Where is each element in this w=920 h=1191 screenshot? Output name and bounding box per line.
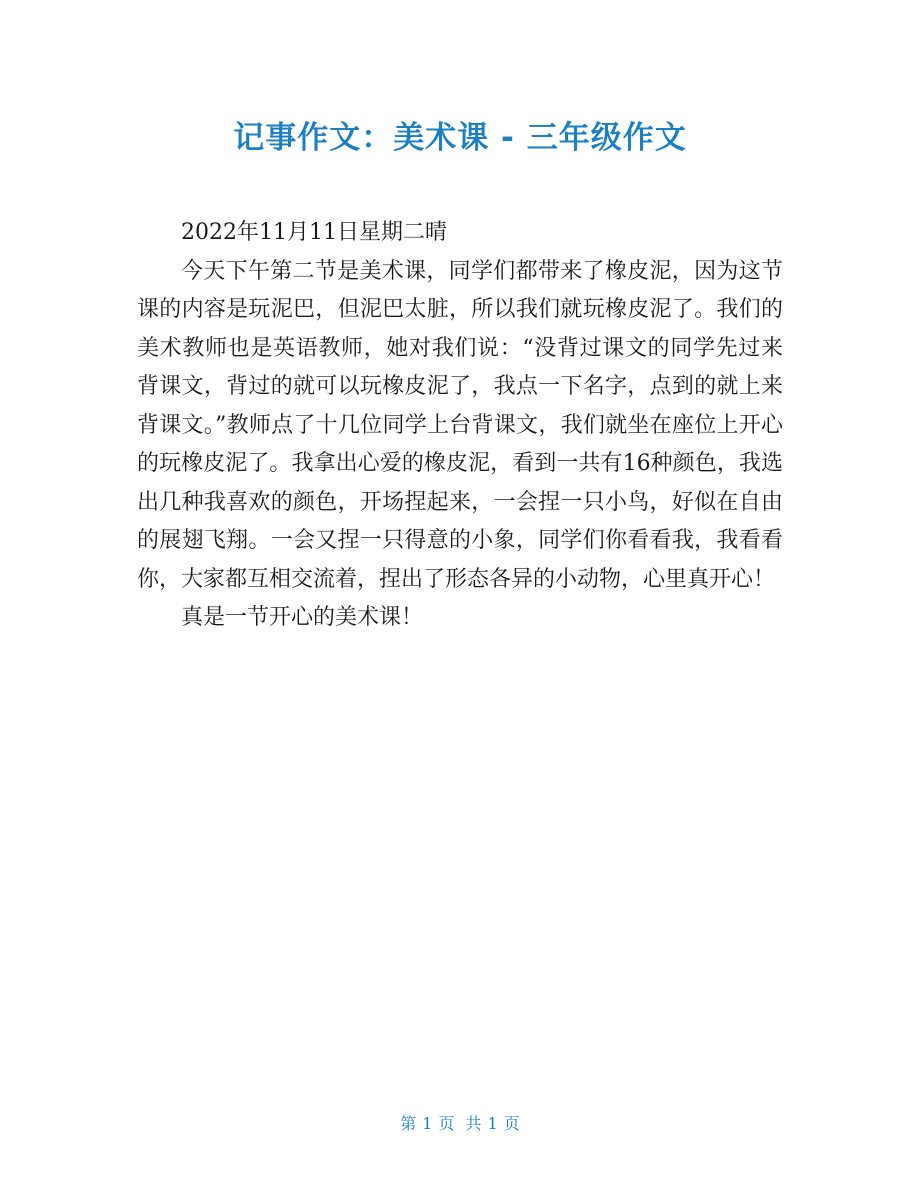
- document-title: 记事作文：美术课 - 三年级作文: [233, 120, 687, 156]
- date-weather-line: 2022年11月11日星期二晴: [181, 220, 447, 245]
- footer-suffix: 页: [503, 1114, 520, 1133]
- body-paragraph-1: 今天下午第二节是美术课，同学们都带来了橡皮泥，因为这节课的内容是玩泥巴，但泥巴太脏，所以我们就玩橡皮泥了。我们的美术教师也是英语教师，她对我们说：“没背过课文的同学先过来背课文，背过的就可以玩橡皮泥了，我点一下名字，点到的就上来背课文。”教师点了十几位同学上台背课文，我们就坐在座位上开心的玩橡皮泥了。我拿出心爱的橡皮泥，看到一共有16种颜色，我选出几种我喜欢的颜色，开场捏起来，一会捏一只小鸟，好似在自由的展翅飞翔。一会又捏一只得意的小象，同学们你看看我，我看看你，大家都互相交流着，捏出了形态各异的小动物，心里真开心！: [137, 258, 783, 592]
- document-body: [137, 214, 783, 638]
- footer-prefix: 第: [400, 1114, 417, 1133]
- footer-mid: 页 共: [438, 1114, 482, 1133]
- page-footer: [0, 1112, 920, 1136]
- footer-total-pages: 1: [487, 1114, 498, 1133]
- body-paragraph-2: 真是一节开心的美术课！: [181, 605, 424, 630]
- footer-page-number: 1: [422, 1114, 433, 1133]
